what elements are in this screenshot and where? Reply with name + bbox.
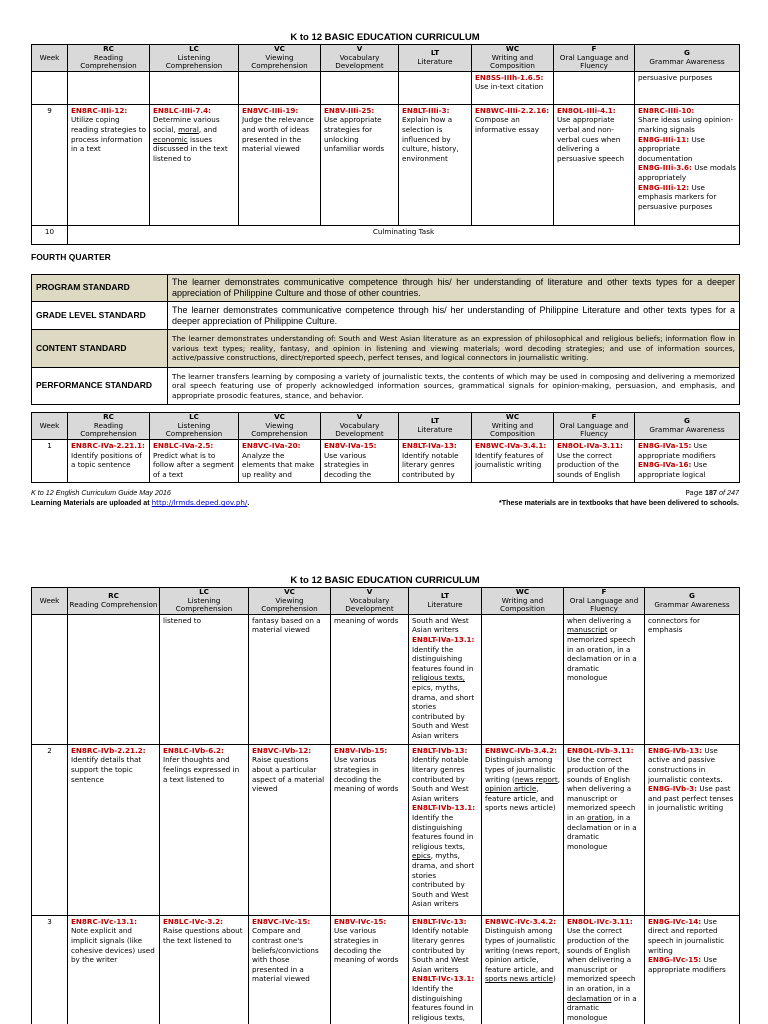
header-f: F Oral Language and Fluency bbox=[564, 588, 645, 615]
header-lt: LT Literature bbox=[409, 588, 482, 615]
page-title: K to 12 BASIC EDUCATION CURRICULUM bbox=[290, 32, 480, 43]
cell-wc: EN8WC-IVa-3.4.1: Identify features of journalistic writing bbox=[472, 440, 554, 483]
cell-lc: EN8LC-IVb-6.2: Infer thoughts and feelings expressed in a text listened to bbox=[160, 744, 249, 915]
header-rc: RC Reading Comprehension bbox=[68, 45, 150, 72]
header-wc: WC Writing and Composition bbox=[472, 413, 554, 440]
cell-g: EN8G-IVc-14: Use direct and reported speech in journalistic writing EN8G-IVc-15: Use appropriate modifiers bbox=[645, 915, 740, 1024]
cell-rc: EN8RC-IVc-13.1: Note explicit and implicit signals (like cohesive devices) used by the writer bbox=[68, 915, 160, 1024]
cell-v: EN8V-IVb-15: Use various strategies in decoding the meaning of words bbox=[331, 744, 409, 915]
cell-lt: EN8LT-IIIi-3: Explain how a selection is influenced by culture, history, environment bbox=[399, 104, 472, 225]
header-vc: VC Viewing Comprehension bbox=[239, 45, 321, 72]
cell-wc: EN8WC-IIIi-2.2.16: Compose an informative essay bbox=[472, 104, 554, 225]
standards-table bbox=[31, 274, 740, 405]
header-row bbox=[32, 413, 740, 440]
cell-g: connectors for emphasis bbox=[645, 614, 740, 744]
cell-lc: EN8LC-IVc-3.2: Raise questions about the text listened to bbox=[160, 915, 249, 1024]
standard-row bbox=[32, 368, 740, 405]
header-week: Week bbox=[32, 588, 68, 615]
cell-lt: EN8LT-IVb-13: Identify notable literary genres contributed by South and West Asian writers EN8LT-IVb-13.1: Identify the distinguishing features found in religious texts, epics, myths, drama, and short stories contributed by South and West Asian writers bbox=[409, 744, 482, 915]
cell-vc: EN8VC-IVc-15: Compare and contrast one's beliefs/convictions with those presented in a material viewed bbox=[249, 915, 331, 1024]
cell-lc: listened to bbox=[160, 614, 249, 744]
header-f: F Oral Language and Fluency bbox=[554, 413, 635, 440]
header-wc: WC Writing and Composition bbox=[482, 588, 564, 615]
header-week: Week bbox=[32, 45, 68, 72]
table-row bbox=[32, 915, 740, 1024]
week-number: 3 bbox=[32, 915, 68, 1024]
table-row bbox=[32, 71, 740, 104]
page-2 bbox=[31, 575, 739, 1024]
standard-text: The learner demonstrates understanding of: South and West Asian literature as an expression of philosophical and religious beliefs; information flow in various text types; reality, fantasy, and opinion in listening and viewing materials; word decoding strategies; and use of information sources, active/passive constructions, direct/reported speech, perfect tenses, and logical connectors in journalistic writing. bbox=[168, 330, 740, 368]
week-number: 2 bbox=[32, 744, 68, 915]
cell-lt: EN8LT-IVc-13: Identify notable literary genres contributed by South and West Asian writers EN8LT-IVc-13.1: Identify the distinguishing features found in religious texts, bbox=[409, 915, 482, 1024]
standard-text: The learner transfers learning by composing a variety of journalistic texts, the contents of which may be used in composing and delivering a memorized oral speech featuring use of properly acknowledged information sources, grammatical signals for opinion-making, persuasion, and emphasis, and appropriate prosodic features, stance, and behavior. bbox=[168, 368, 740, 405]
header-lc: LC Listening Comprehension bbox=[150, 45, 239, 72]
week1-block bbox=[31, 412, 739, 483]
cell-v: EN8V-IIIi-25: Use appropriate strategies for unlocking unfamiliar words bbox=[321, 104, 399, 225]
week-number: 10 bbox=[32, 225, 68, 244]
header-rc: RC Reading Comprehension bbox=[68, 588, 160, 615]
footer-lm: Learning Materials are uploaded at http://lrmds.deped.gov.ph/. bbox=[31, 498, 250, 507]
table-row bbox=[32, 440, 740, 483]
header-v: V Vocabulary Development bbox=[321, 413, 399, 440]
cell-lt: South and West Asian writers EN8LT-IVa-13.1: Identify the distinguishing features found in religious texts, epics, myths, drama, and short stories contributed by South and West Asian writers bbox=[409, 614, 482, 744]
table-row bbox=[32, 225, 740, 244]
cell-f: EN8OL-IVc-3.11: Use the correct production of the sounds of English when delivering a manuscript or memorized speech in an oration, in a declamation or in a dramatic monologue bbox=[564, 915, 645, 1024]
table-row bbox=[32, 614, 740, 744]
page-number: Page 187 of 247 bbox=[685, 488, 739, 497]
table-row bbox=[32, 104, 740, 225]
cell-lt: EN8LT-IVa-13: Identify notable literary genres contributed by bbox=[399, 440, 472, 483]
header-lc: LC Listening Comprehension bbox=[150, 413, 239, 440]
cell-wc: EN8WC-IVc-3.4.2: Distinguish among types of journalistic writing (news report, opinion article, feature article, and sports news article) bbox=[482, 915, 564, 1024]
cell-wc: EN8WC-IVb-3.4.2: Distinguish among types of journalistic writing (news report, opinion article, feature article, and sports news article) bbox=[482, 744, 564, 915]
cell-vc: EN8VC-IVa-20: Analyze the elements that make up reality and bbox=[239, 440, 321, 483]
cell-v: EN8V-IVa-15: Use various strategies in decoding the bbox=[321, 440, 399, 483]
cell-f: EN8OL-IVa-3.11: Use the correct production of the sounds of English bbox=[554, 440, 635, 483]
quarter-heading: FOURTH QUARTER bbox=[31, 252, 111, 262]
cell-lc: EN8LC-IIIi-7.4: Determine various social, moral, and economic issues discussed in the text listened to bbox=[150, 104, 239, 225]
cell-f: EN8OL-IIIi-4.1: Use appropriate verbal and non-verbal cues when delivering a persuasive speech bbox=[554, 104, 635, 225]
header-lc: LC Listening Comprehension bbox=[160, 588, 249, 615]
cell-vc: EN8VC-IVb-12: Raise questions about a particular aspect of a material viewed bbox=[249, 744, 331, 915]
header-g: G Grammar Awareness bbox=[635, 45, 740, 72]
cell-rc: EN8RC-IIIi-12: Utilize coping reading strategies to process information in a text bbox=[68, 104, 150, 225]
header-g: G Grammar Awareness bbox=[645, 588, 740, 615]
header-rc: RC Reading Comprehension bbox=[68, 413, 150, 440]
table-row bbox=[32, 744, 740, 915]
standard-label: PROGRAM STANDARD bbox=[32, 275, 168, 302]
cell-rc: EN8RC-IVb-2.21.2: Identify details that support the topic sentence bbox=[68, 744, 160, 915]
header-wc: WC Writing and Composition bbox=[472, 45, 554, 72]
cell-f: when delivering a manuscript or memorized speech in an oration, in a declamation or in a dramatic monologue bbox=[564, 614, 645, 744]
header-row bbox=[32, 45, 740, 72]
footer-note: *These materials are in textbooks that have been delivered to schools. bbox=[498, 498, 739, 507]
header-lt: LT Literature bbox=[399, 45, 472, 72]
header-row bbox=[32, 588, 740, 615]
cell-rc: EN8RC-IVa-2.21.1: Identify positions of a topic sentence bbox=[68, 440, 150, 483]
header-vc: VC Viewing Comprehension bbox=[249, 588, 331, 615]
standard-text: The learner demonstrates communicative competence through his/ her understanding of Philippine Literature and other texts types for a deeper appreciation of Philippine Culture. bbox=[168, 302, 740, 330]
header-v: V Vocabulary Development bbox=[321, 45, 399, 72]
cell-v: EN8V-IVc-15: Use various strategies in decoding the meaning of words bbox=[331, 915, 409, 1024]
standard-label: CONTENT STANDARD bbox=[32, 330, 168, 368]
standard-label: GRADE LEVEL STANDARD bbox=[32, 302, 168, 330]
page-1 bbox=[31, 32, 739, 245]
cell-g: persuasive purposes bbox=[635, 71, 740, 104]
cell-g: EN8RC-IIIi-10: Share ideas using opinion-marking signals EN8G-IIIi-11: Use appropriate documentation EN8G-IIIi-3.6: Use modals appropriately EN8G-IIIi-12: Use emphasis markers for persuasive purposes bbox=[635, 104, 740, 225]
standard-row bbox=[32, 330, 740, 368]
cell-v: meaning of words bbox=[331, 614, 409, 744]
cell-wc: EN8SS-IIIh-1.6.5: Use in-text citation bbox=[472, 71, 554, 104]
cell-f: EN8OL-IVb-3.11: Use the correct production of the sounds of English when delivering a manuscript or memorized speech in an oration, in a declamation or in a dramatic monologue bbox=[564, 744, 645, 915]
cell-g: EN8G-IVb-13: Use active and passive constructions in journalistic contexts. EN8G-IVb-3: Use past and past perfect tenses in journalistic writing bbox=[645, 744, 740, 915]
cell-vc: EN8VC-IIIi-19: Judge the relevance and worth of ideas presented in the material viewed bbox=[239, 104, 321, 225]
curriculum-table-bottom bbox=[31, 587, 740, 1024]
standard-text: The learner demonstrates communicative competence through his/ her understanding of literature and other texts types for a deeper appreciation of Philippine Culture and those of other countries. bbox=[168, 275, 740, 302]
page-title: K to 12 BASIC EDUCATION CURRICULUM bbox=[290, 575, 480, 586]
header-f: F Oral Language and Fluency bbox=[554, 45, 635, 72]
standard-row bbox=[32, 275, 740, 302]
header-lt: LT Literature bbox=[399, 413, 472, 440]
header-week: Week bbox=[32, 413, 68, 440]
culminating-task: Culminating Task bbox=[68, 225, 740, 244]
cell-lc: EN8LC-IVa-2.5: Predict what is to follow after a segment of a text bbox=[150, 440, 239, 483]
footer-guide: K to 12 English Curriculum Guide May 2016 bbox=[31, 488, 171, 497]
week-number: 9 bbox=[32, 104, 68, 225]
standard-row bbox=[32, 302, 740, 330]
header-v: V Vocabulary Development bbox=[331, 588, 409, 615]
standard-label: PERFORMANCE STANDARD bbox=[32, 368, 168, 405]
cell-g: EN8G-IVa-15: Use appropriate modifiers EN8G-IVa-16: Use appropriate logical bbox=[635, 440, 740, 483]
cell-vc: fantasy based on a material viewed bbox=[249, 614, 331, 744]
week-number: 1 bbox=[32, 440, 68, 483]
lrmds-link[interactable]: http://lrmds.deped.gov.ph/ bbox=[151, 498, 248, 507]
curriculum-table-top bbox=[31, 44, 740, 245]
header-g: G Grammar Awareness bbox=[635, 413, 740, 440]
curriculum-table-q4 bbox=[31, 412, 740, 483]
header-vc: VC Viewing Comprehension bbox=[239, 413, 321, 440]
